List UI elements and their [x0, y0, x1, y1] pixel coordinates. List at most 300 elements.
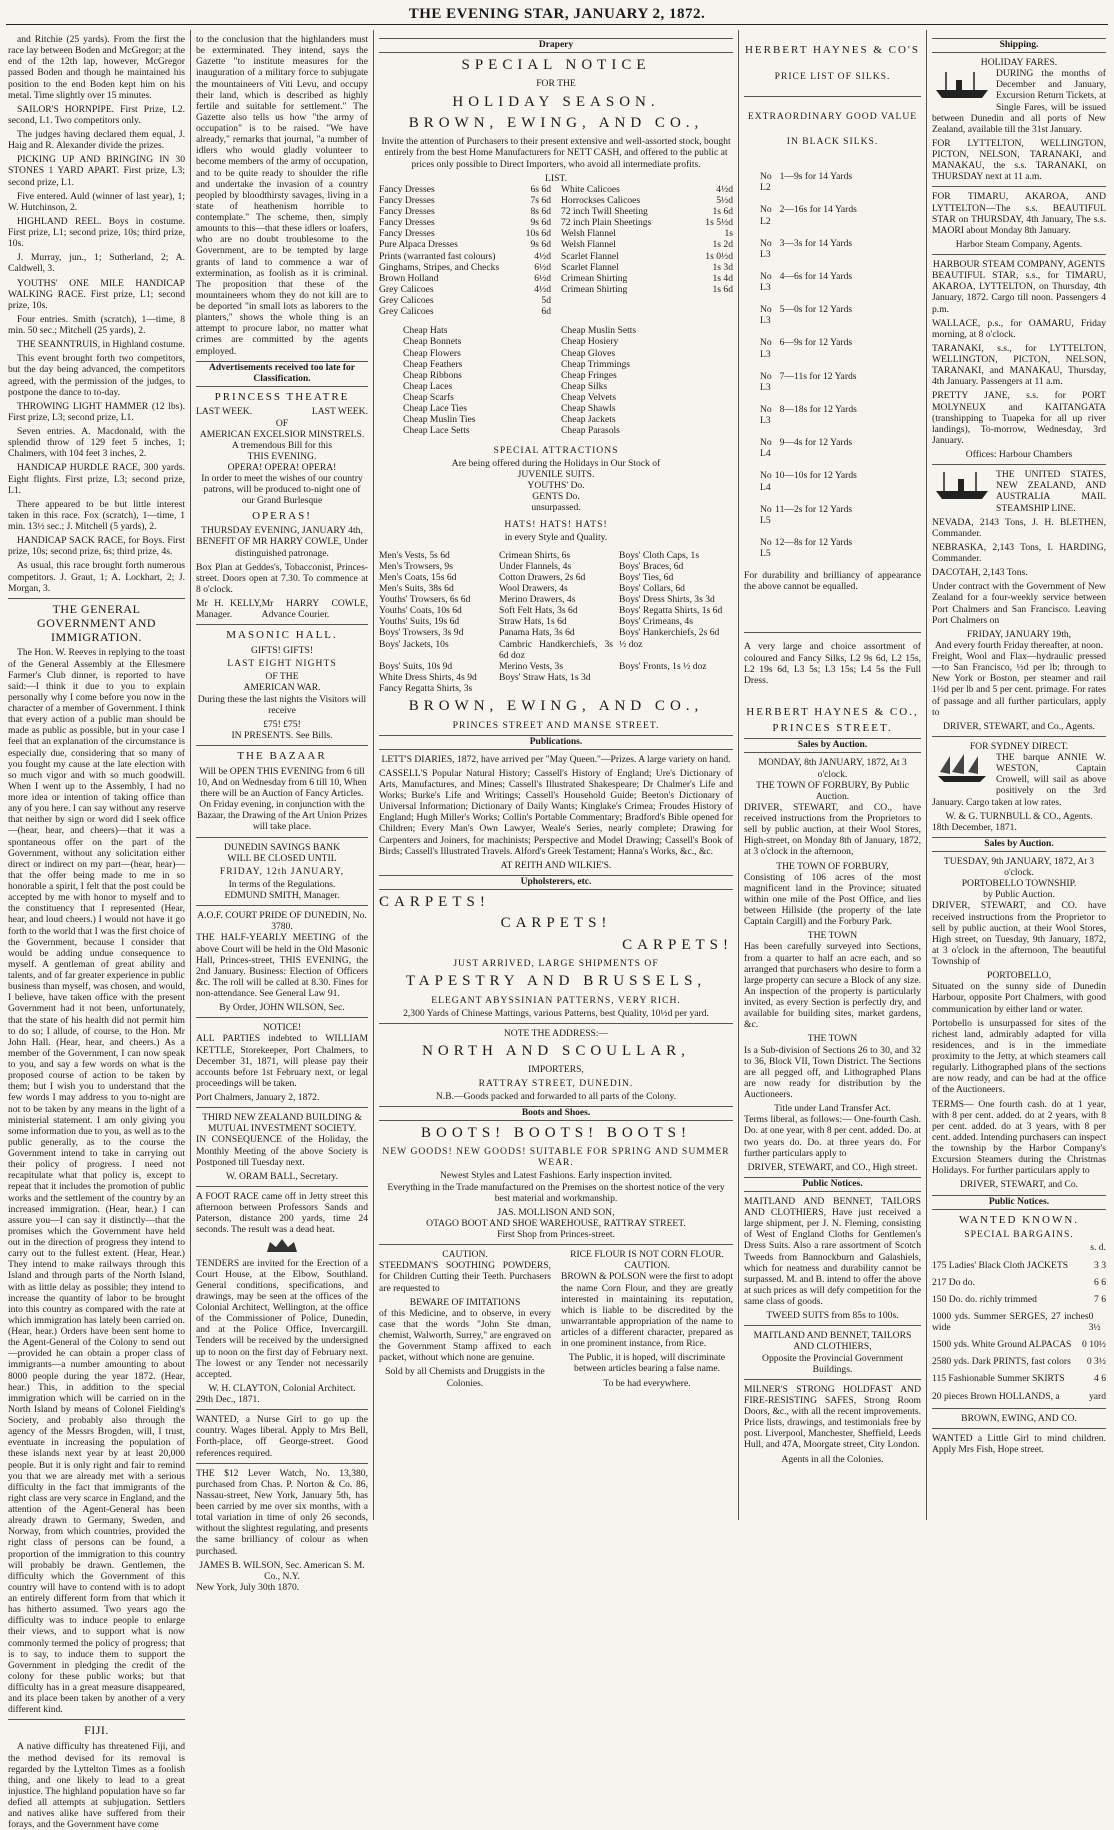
clothing-cell: Boys' Regatta Shirts, 1s 6d — [619, 605, 723, 617]
advert-text: WALLACE, p.s., for OAMARU, Friday morning, at 8 o'clock. — [932, 317, 1106, 340]
price-row — [561, 195, 733, 206]
clothing-cell: Boys' Suits, 10s 9d — [379, 660, 453, 672]
advert-text: IN BLACK SILKS. — [786, 136, 879, 147]
clothing-price-list — [379, 550, 733, 695]
advert-title: CARPETS! — [500, 915, 612, 932]
advert-text: W. H. CLAYTON, Colonial Architect. — [208, 1382, 356, 1394]
advert-text: Has been carefully surveyed into Sections, from a quarter to half an acre each, and so arranged that purchasers who desire to form a large property can secure a Block of any size. An inspection of the property is particularly invited, as every Section is perfectly dry, and available for building sites, market gardens, &c. — [744, 941, 921, 1031]
advert-text: DRIVER, STEWART, and Co. — [959, 1179, 1079, 1191]
bargain-row — [932, 1294, 1106, 1305]
advert-text: N.B.—Goods packed and forwarded to all parts of the Colony. — [435, 1090, 677, 1102]
price-list-heading: LIST. — [545, 172, 567, 184]
column-3 — [379, 34, 733, 1520]
item-price: 4½d — [534, 283, 551, 295]
section-header: Drapery — [379, 38, 733, 53]
price-row — [379, 284, 551, 295]
column-1 — [8, 34, 185, 1830]
advert-text: In terms of the Regulations. — [228, 878, 336, 890]
divider — [196, 1107, 368, 1108]
advert-text: JUST ARRIVED, LARGE SHIPMENTS OF — [453, 958, 659, 970]
bargain-row — [932, 1339, 1106, 1350]
clothing-cell — [619, 672, 733, 683]
item-name: Grey Calicoes — [379, 295, 434, 307]
item-name: Fancy Dresses — [379, 228, 435, 240]
divider — [196, 1409, 368, 1410]
list-item: Cheap Ribbons — [403, 369, 462, 381]
advert-text: PRINCES STREET AND MANSE STREET. — [452, 719, 660, 731]
list-item: Cheap Gloves — [561, 347, 616, 359]
silk-number: No 9—L4 — [760, 437, 794, 460]
list-item: Cheap Hats — [403, 325, 448, 337]
section-header: Upholsterers, etc. — [379, 875, 733, 890]
silk-price: 16s for 14 Yards — [794, 204, 857, 216]
advert-notice — [196, 1022, 368, 1103]
advert-text: THE HALF-YEARLY MEETING of the above Court will be held in the Old Masonic Hall, Princes-street, THIS EVENING, the 2nd January. Business: Election of Officers &c. The roll will be called at 8.30. Fines for non-attendance. See General Law 91. — [196, 932, 368, 1000]
advert-title: HERBERT HAYNES & CO'S — [744, 44, 921, 56]
clothing-cell: Boys' Ties, 6d — [619, 571, 674, 583]
clothing-cell: Men's Trowsers, 9s — [379, 560, 453, 572]
price-row — [561, 228, 733, 239]
divider — [744, 96, 921, 97]
advert-title: HATS! HATS! HATS! — [504, 519, 608, 531]
advert-title: THE TOWN OF FORBURY, By Public Auction. — [756, 779, 909, 802]
advert-text: DRIVER, STEWART, and CO., have received instructions from the Proprietors to sell by public auction, at their Wool Stores, High-street, on Monday 8th of January, 1872, at 3 o'clock in the afternoon, — [744, 801, 921, 858]
advert-text: In order to meet the wishes of our country patrons, will be produced to-night one of our Grand Burlesque — [201, 473, 363, 507]
silk-number: No 8—L3 — [760, 403, 794, 426]
advert-wanted-nurse: WANTED, a Nurse Girl to go up the country. Wages liberal. Apply to Mrs Bell, Forth-place, off George-street. Good references required. — [196, 1414, 368, 1459]
advert-text: Freight, Wool and Flax—hydraulic pressed—to San Francisco, ½d per lb; through to New York or Boston, per steamer and rail 1½d per lb and 5 per cent. primage. For rates of passage and all further particulars, apply to — [932, 651, 1106, 718]
item-price: 6d — [541, 306, 551, 318]
bargain-row — [932, 1391, 1106, 1402]
silk-price: 2s for 12 Yards — [794, 503, 853, 515]
clothing-cell: Merino Drawers, 4s — [499, 594, 576, 606]
silk-number: No 6—L3 — [760, 337, 794, 360]
advert-text: GENTS Do. — [532, 491, 580, 503]
section-header: Publications. — [379, 735, 733, 750]
bargain-row — [932, 1242, 1106, 1253]
silk-price: 0s for 12 Yards — [794, 304, 853, 316]
price-row — [379, 262, 551, 273]
list-item: Cheap Trimmings — [561, 358, 631, 370]
clothing-cell: Boys' Cloth Caps, 1s — [619, 549, 700, 561]
advert-text: 29th Dec., 1871. — [196, 1394, 260, 1406]
advert-building-society — [196, 1112, 368, 1182]
item-name: Scarlet Flannel — [561, 261, 619, 273]
divider — [379, 1023, 733, 1024]
advert-text: in every Style and Quality. — [504, 532, 608, 544]
list-item: Cheap Laces — [403, 380, 453, 392]
list-item: Cheap Lace Setts — [403, 425, 470, 437]
advert-text: FOR LYTTELTON, WELLINGTON, PICTON, NELSON, TARANAKI, and MANAKAU, the s.s. TARANAKI, on THURSDAY next at 11 a.m. — [932, 137, 1106, 183]
advert-text: TERMS— One fourth cash. do at 1 year, with 8 per cent. added. do at 2 years, with 8 per cent. added. do at 3 years, with 8 per cent. added. Intending purchasers can inspect the township by the Harbor Company's Excursion Steamers during the Christmas Holidays. For further particulars apply to — [932, 1098, 1106, 1177]
item-name: Fancy Dresses — [379, 217, 435, 229]
advert-brown-polson — [561, 1249, 733, 1389]
advert-text: OTAGO BOOT AND SHOE WAREHOUSE, RATTRAY STREET. — [426, 1217, 686, 1229]
silk-row — [760, 537, 921, 559]
silk-price: 8s for 12 Yards — [794, 536, 853, 548]
silk-price: 6s for 14 Yards — [794, 270, 853, 282]
advert-text: FRIDAY, JANUARY 19th, — [966, 628, 1072, 640]
silk-number: No 1—L2 — [760, 171, 794, 194]
silk-price-list — [744, 171, 921, 559]
item-price: 7s 6d — [530, 194, 551, 206]
clothing-cell: Men's Vests, 5s 6d — [379, 549, 450, 561]
divider — [932, 1408, 1106, 1409]
advert-title: FOR SYDNEY DIRECT. — [969, 740, 1069, 752]
advert-text: WANTED a Little Girl to mind children. Apply Mrs Fish, Hope street. — [932, 1432, 1106, 1455]
cheap-list-right — [561, 325, 709, 436]
advert-text: Under contract with the Government of New Zealand for a four-weekly service between Port Chalmers and San Francisco. Leaving Port Chalmers on — [932, 581, 1106, 626]
advert-text: Title under Land Transfer Act. — [774, 1103, 891, 1115]
advert-text: Terms liberal, as follows:— One-fourth Cash. Do. at one year, with 8 per cent. added. Do. at two years do. Do. at three years do. For further particulars apply to — [744, 1114, 921, 1159]
list-item: Cheap Silks — [561, 380, 608, 392]
item-name: Horrockses Calicoes — [561, 194, 641, 206]
advert-title: HERBERT HAYNES & CO., — [746, 705, 919, 718]
advert-text: Offices: Harbour Chambers — [965, 449, 1073, 461]
silk-number: No 10—L4 — [760, 470, 794, 493]
advert-text: Sold by all Chemists and Druggists in the Colonies. — [385, 1366, 545, 1389]
silk-number: No 2—L2 — [760, 204, 794, 227]
sports-paragraph: THE SEANNTRUIS, in Highland costume. — [17, 339, 185, 351]
silk-number: No 12—L5 — [760, 536, 794, 559]
silk-number: No 11—L5 — [760, 503, 794, 526]
silk-row — [760, 504, 921, 526]
price-list — [379, 184, 733, 318]
price-row — [379, 228, 551, 239]
section-header: Sales by Auction. — [932, 837, 1106, 852]
advert-text: TUESDAY, 9th JANUARY, 1872, At 3 o'clock. — [943, 855, 1095, 879]
advert-text: AMERICAN EXCELSIOR MINSTRELS. — [199, 428, 365, 440]
column-divider — [373, 30, 374, 1520]
advert-text: FOR TIMARU, AKAROA, AND LYTTELTON—The s.s. BEAUTIFUL STAR on THURSDAY, 4th January, The s.s. MAORI about Monday 8th January. — [932, 191, 1106, 236]
clothing-cell: Wool Drawers, 4s — [499, 582, 568, 594]
advert-text: THE barque ANNIE W. WESTON, Captain Crowell, will sail as above positively on the 3rd January. Cargo taken at low rates. — [932, 752, 1106, 808]
clothing-cell: Boys' Dress Shirts, 3s 3d — [619, 594, 715, 606]
advert-text: DACOTAH, 2,143 Tons. — [932, 567, 1028, 579]
advert-text: DURING the months of December and January, Excursion Return Tickets, at Single Fares, will be issued between Dunedin and all ports of New Zealand, available till the 31st January. — [932, 68, 1106, 135]
advert-text: IN CONSEQUENCE of the Holiday, the Monthly Meeting of the above Society is Postponed till Tuesday next. — [196, 1134, 368, 1168]
clothing-cell: Boys' Fronts, 1s ½ doz — [619, 660, 707, 672]
bargain-price: 0 3½ — [1088, 1310, 1101, 1334]
list-item: Cheap Fringes — [561, 369, 617, 381]
advert-text: £75! £75! — [263, 718, 301, 730]
clothing-cell: Cambric Handkerchiefs, 3s 6d doz — [499, 638, 613, 661]
bargain-item: 2580 yds. Dark PRINTS, fast colors — [932, 1356, 1071, 1368]
advert-text: LAST WEEK. — [311, 406, 368, 418]
advert-text: By Order, JOHN WILSON, Sec. — [219, 1002, 345, 1014]
clothing-cell: Boys' Collars, 6d — [619, 582, 685, 594]
advert-text: IMPORTERS, — [528, 1064, 584, 1076]
divider — [932, 254, 1106, 255]
item-name: Brown Holland — [379, 272, 439, 284]
advert-text: FOR THE — [536, 78, 576, 90]
advert-steedman — [379, 1249, 551, 1389]
divider — [932, 736, 1106, 737]
divider — [196, 1017, 368, 1018]
advert-text: DRIVER, STEWART, and Co., Agents. — [943, 720, 1095, 732]
advert-text: For durability and brilliancy of appearance the above cannot be equalled. — [744, 570, 921, 593]
clothing-cell: Boys' Trowsers, 3s 9d — [379, 627, 464, 639]
price-row — [379, 195, 551, 206]
column-divider — [926, 30, 927, 1520]
column-5 — [932, 34, 1106, 1520]
list-item: Cheap Scarfs — [403, 392, 454, 404]
advert-princess-theatre — [196, 391, 368, 621]
silk-number: No 3—L3 — [760, 237, 794, 260]
item-name: Crimean Shirting — [561, 283, 628, 295]
advert-text: STEEDMAN'S SOOTHING POWDERS, for Children Cutting their Teeth. Purchasers are requested to — [379, 1260, 551, 1294]
sports-paragraph: There appeared to be but little interest taken in this race. Fox (scratch), 1—time, 1 min. 13½ sec.; J. Mitchell (5 yards), 2. — [8, 498, 185, 532]
advert-title: TAPESTRY AND BRUSSELS, — [405, 973, 707, 990]
advert-title: HOLIDAY FARES. — [980, 57, 1058, 69]
list-item: Cheap Muslin Setts — [561, 325, 637, 337]
item-name: Fancy Dresses — [379, 183, 435, 195]
advert-text: PRICE LIST OF SILKS. — [774, 70, 891, 82]
price-row — [379, 295, 551, 306]
bargain-item: 1000 yds. Summer SERGES, 27 inches wide — [932, 1310, 1089, 1334]
silk-price: 11s for 12 Yards — [794, 370, 857, 382]
advert-title: PORTOBELLO TOWNSHIP. — [961, 878, 1077, 890]
divider — [196, 1186, 368, 1187]
section-header: Boots and Shoes. — [379, 1106, 733, 1121]
advert-text: NEVADA, 2143 Tons, J. H. BLETHEN, Commander. — [932, 516, 1106, 539]
advert-text: CAUTION. — [624, 1260, 670, 1272]
silk-number: No 5—L3 — [760, 304, 794, 327]
divider — [744, 1325, 921, 1326]
advert-title: DUNEDIN SAVINGS BANK — [223, 841, 341, 853]
item-name: Grey Calicoes — [379, 306, 434, 318]
advert-text: unsurpassed. — [531, 502, 581, 514]
advert-text: To be had everywhere. — [603, 1377, 691, 1389]
advert-title: BOOTS! BOOTS! BOOTS! — [420, 1124, 691, 1141]
divider — [196, 905, 368, 906]
item-name: Prints (warranted fast colours) — [379, 250, 496, 262]
advert-text: THE UNITED STATES, NEW ZEALAND, AND AUSTRALIA MAIL STEAMSHIP LINE. — [996, 469, 1106, 514]
advert-text: Port Chalmers, January 2, 1872. — [196, 1092, 320, 1104]
item-price: 1s 6d — [712, 283, 733, 295]
item-price: 9s 6d — [530, 217, 551, 229]
advert-text: YOUTHS' Do. — [527, 479, 585, 491]
bargain-item: 217 Do do. — [932, 1276, 975, 1288]
clothing-cell: Boys' Jackets, 10s — [379, 638, 449, 650]
item-name: Fancy Dresses — [379, 206, 435, 218]
advert-text: PRETTY JANE, s.s. for PORT MOLYNEUX and KAITANGATA (transhipping to Tuapeka for all up river landings), To-morrow, Wednesday, 3rd January. — [932, 390, 1106, 446]
silk-row — [760, 371, 921, 393]
item-price: 1s 4d — [712, 272, 733, 284]
divider — [196, 745, 368, 746]
bargain-item: 115 Fashionable Summer SKIRTS — [932, 1373, 1065, 1385]
divider — [744, 1379, 921, 1380]
silk-row — [760, 238, 921, 260]
column-4 — [744, 34, 921, 1520]
price-row — [379, 273, 551, 284]
advert-text: Mr HARRY COWLE, Advance Courier. — [261, 598, 368, 621]
advert-text: Situated on the sunny side of Dunedin Harbour, opposite Port Chalmers, with good communication by either land or water. — [932, 981, 1106, 1015]
article-heading: FIJI. — [84, 1723, 109, 1738]
advert-title: CAUTION. — [442, 1249, 488, 1261]
item-price: 6s 6d — [530, 183, 551, 195]
clothing-cell — [499, 683, 613, 694]
advert-text: BEWARE OF IMITATIONS — [409, 1296, 521, 1308]
bargain-price: 0 10½ — [1082, 1339, 1106, 1351]
list-item: Cheap Velvets — [561, 392, 616, 404]
advert-title: PRINCESS THEATRE — [214, 390, 350, 403]
bargain-price: s. d. — [1090, 1242, 1106, 1254]
silk-price: 18s for 12 Yards — [794, 403, 857, 415]
advert-title: BROWN, EWING, AND CO., — [408, 698, 704, 715]
bargain-price: 4 6 — [1094, 1373, 1106, 1385]
cheap-list-left — [403, 325, 551, 436]
bargain-list — [932, 1242, 1106, 1401]
divider — [932, 464, 1106, 465]
advert-title: PRINCES STREET. — [772, 721, 893, 734]
advert-text: Portobello is unsurpassed for sites of the richest land, admirably adapted for villa residences, and is in the immediate proximity to the Jetty, at which steamers call regularly. Lithographed plans of the sections are now ready, and can be had at the office of the Auctioneers. — [932, 1017, 1106, 1096]
column-divider — [738, 30, 739, 1520]
advert-text: MAITLAND AND BENNET, TAILORS AND CLOTHIERS, Have just received a large shipment, per J. N. Fleming, consisting of West of England Cloths for Gentlemen's Dress Suits. Also a rare assortment of Scotch Tweeds from Bannockburn and Galashiels, which for neatness and durability cannot be surpassed. M. and B. intend to offer the above at such prices as will defy competition for the same class of goods. — [744, 1195, 922, 1308]
advert-text: THE TOWN — [807, 930, 858, 942]
clothing-cell: Panama Hats, 3s 6d — [499, 627, 575, 639]
advert-text: Are being offered during the Holidays in Our Stock of — [451, 457, 661, 469]
item-name: Scarlet Flannel — [561, 250, 619, 262]
advert-text: RATTRAY STREET, DUNEDIN. — [478, 1077, 634, 1089]
silk-row — [760, 404, 921, 426]
silk-row — [760, 271, 921, 293]
section-header: Sales by Auction. — [744, 738, 921, 753]
item-price: 5½d — [716, 194, 733, 206]
advert-text: PORTOBELLO, — [986, 970, 1051, 982]
list-item: Cheap Lace Ties — [403, 403, 467, 415]
clothing-cell: Crimean Shirts, 6s — [499, 549, 571, 561]
advert-text: Mr H. KELLY, Manager. — [196, 598, 262, 621]
item-price: 4½d — [716, 183, 733, 195]
advert-text: TENDERS are invited for the Erection of a Court House, at the Elbow, Southland. General conditions, specifications, and drawings, may be seen at the offices of the Colonial Architect, Wellington, at the office of the Commissioner of Police, Dunedin, and at the Police Office, Invercargill. Tenders will be received by the undersigned up to noon on the first day of February next. The lowest or any Tender not necessarily accepted. — [196, 1257, 368, 1380]
section-header: Shipping. — [932, 38, 1106, 53]
advert-text: The Public, it is hoped, will discriminate between articles bearing a false name. — [568, 1352, 726, 1375]
item-name: 72 inch Plain Sheetings — [561, 217, 652, 229]
price-list-right — [561, 184, 733, 318]
advert-text: Harbor Steam Company, Agents. — [955, 238, 1083, 250]
silk-price: 3s for 14 Yards — [794, 237, 853, 249]
list-item: Cheap Flowers — [403, 347, 461, 359]
advert-text: ALL PARTIES indebted to WILLIAM KETTLE, Storekeeper, Port Chalmers, to December 31, 1871, will please pay their accounts before 1st February next, or legal proceedings will be taken. — [196, 1033, 368, 1089]
advert-title: HOLIDAY SEASON. — [452, 93, 660, 110]
price-row — [379, 306, 551, 317]
list-item: Cheap Feathers — [403, 358, 463, 370]
advert-text: GIFTS! GIFTS! — [250, 645, 314, 657]
advert-text: Invite the attention of Purchasers to their present extensive and well-assorted stock, bought entirely from the best Home Manufacturers for NETT CASH, and offered to the public at prices only possible to Direct Importers, who avoid all intermediate profits. — [381, 136, 731, 170]
advert-text: SPECIAL BARGAINS. — [964, 1229, 1074, 1241]
silk-price: 10s for 12 Yards — [794, 470, 857, 482]
item-name: Crimean Shirting — [561, 272, 628, 284]
divider — [8, 598, 185, 599]
sports-paragraph: THROWING LIGHT HAMMER (12 lbs). First prize, L3; second prize, L1. — [8, 400, 185, 423]
silk-number: No 4—L3 — [760, 270, 794, 293]
crown-crest-icon — [196, 1238, 368, 1257]
clothing-cell: Youths' Trowsers, 6s 6d — [379, 594, 471, 606]
clothing-cell: Boys' Crimeans, 4s — [619, 616, 693, 628]
clothing-cell: Merino Vests, 3s — [499, 660, 564, 672]
advert-text: Is a Sub-division of Sections 26 to 30, and 32 to 36, Block VII, Town District. The Sections are all pegged off, and Lithographed Plans are now ready for distribution by the Auctioneers. — [744, 1044, 921, 1101]
advert-text: Everything in the Trade manufactured on the Premises on the shortest notice of the very best material and workmanship. — [387, 1181, 725, 1204]
divider — [932, 1428, 1106, 1429]
advert-text: NEBRASKA, 2,143 Tons, I. HARDING, Commander. — [932, 541, 1106, 565]
silk-row — [760, 304, 921, 326]
article-body: The Hon. W. Reeves in replying to the toast of the General Assembly at the Ellesmere Farmer's Club dinner, is reported to have said:—I think it due to you to explain personally why I come before you now in the character of a member of Government. I think that every action of a public man should be made as public as possible, but in your case I feel that an explanation of the circumstance is especially due, considering that so many of you fought my cause at the late election with so much vigor and with so much goodwill. When I went up to the Assembly, I had no more idea or intention of taking office than any of you here. I can say without any reserve that neither by sign or word did I seek office—(hear, hear, and cheers)—that it was a spontaneous offer on the part of the Government, without any solicitation either direct or indirect on my part—(hear, hear)—that the offer being made to me in so honorable a spirit, I felt that the post could be accepted by me with honor to myself and to the constituency that I represented (Hear, hear, and loud cheers.) I would not have it go forth to the world that I was the first choice of the Government, because I consider that would be adding undue consequence to myself. A gentleman of great ability and talents, and of far greater experience in public business than myself, was chosen, and would, I believe, have taken office with the present Government had it not been, unfortunately, that the state of his health did not permit him to do so; I allude, of course, to the Hon. Mr John Hall. (Hear, hear, and cheers.) As a member of the Government, I can now speak to you, and say a few words on what is the proposed course of action to be taken by them; but I wish you to understand that the few words I may address to you to-night are not to be taken by any means in the light of a ministerial statement. I am only giving you some information due to you, as well as to the public generally, as to the course the Government intend to take in carrying out their policy of progress. I need not recapitulate what that policy is, except to repeat that it includes the promotion of public works and the settlement of the country by an increased immigration. (Hear, hear.) I can assure you—I can say it distinctly—that the promises which the Government have held out in the direction of progress they intend to carry out to the fullest extent. (Hear, Hear.) They intend to make railways through this Island and through parts of the North Island, with as little delay as possible; they intend to increase the quantity of labor to be brought into this country as compared with the rate at which immigration has lately been carried on. (Hear, hear.) Orders have been sent home to the Agent-General of the Colony to send out—provided he can obtain a proper class of immigrants—a number amounting to about 8000 people during the year 1872. (Hear, hear.) This, in addition to the special immigration which will be carried on in the North Island by means of Colonel Fielding's Society, and probably also through the agency of the Messrs Brogden, will, I trust, eventuate in increasing the population of these islands next year by at least 20,000 people. But it is only right and fair to remind you that we are already met with a serious difficulty in the fact that immigrants of the right class are very scarce in England, and the attention of the Agent-General has been already drawn to Germany, Sweden, and Norway, from which countries, provided the right class of persons can be found, a proportion of the immigration to this country will probably be drawn. Gentlemen, the difficulty which the Government of this country will have to contend with is to adopt an entirely different form from that which it has hitherto assumed. Two years ago the difficulty was to induce people to enlarge their views, and to support what is now commonly termed the policy of progress; that is to say, to induce them to support the Government in pledging the credit of the colony for these public works; but that difficulty has in a great measure disappeared, and its place been taken by another of a very different kind. — [8, 647, 185, 1716]
bargain-row — [932, 1356, 1106, 1367]
item-name: Pure Alpaca Dresses — [379, 239, 458, 251]
advert-text: FRIDAY, 12th JANUARY, — [219, 865, 345, 877]
advert-title: CARPETS! — [379, 893, 490, 910]
advert-title: RICE FLOUR IS NOT CORN FLOUR. — [570, 1249, 724, 1261]
article-body: to the conclusion that the highlanders must be exterminated. They intend, says the Gazette "to institute measures for the inauguration of a military force to subjugate the mountaineers of Viti Levu, and occupy their land, which is described as highly fertile and suitable for settlement." The Gazette also tells us how "the army of occupation" is to be raised. "We have already," remarks that journal, "a number of idlers who would gladly volunteer to become members of the army of occupation, and to be quite ready to shoulder the rifle and undertake the invasion of a country peopled by bloodthirsty savages, living in a state of heathenism horrible to contemplate." The scheme, then, simply amounts to this—that these idlers or loafers, who are no doubt troublesome to the Government, are to be tempted by large grants of land to commence a war of extermination, as foolish as it is criminal. The proposition that these of the mountaineers whom they do not kill are to be deported "in small lots as laborers to the planters," shows the whole thing is an attempt to procure labor, no matter what crimes are committed by the agents employed. — [196, 34, 368, 357]
advert-text: LAST EIGHT NIGHTS — [227, 658, 337, 670]
sports-paragraph: This event brought forth two competitors, but the day being advanced, the competitors agreed, with the permission of the judges, to postpone the dance to to-day. — [8, 353, 185, 398]
price-row — [379, 217, 551, 228]
article-heading: THE GENERAL GOVERNMENT AND IMMIGRATION. — [36, 601, 157, 644]
silk-price: 9s for 12 Yards — [794, 337, 853, 349]
clothing-cell — [619, 683, 733, 694]
advert-text: TARANAKI, s.s., for LYTTELTON, WELLINGTON, PICTON, NELSON, TARANAKI, and MANAKAU, Thursday, 4th January. Passengers at 11 a.m. — [932, 342, 1106, 388]
advert-text: LAST WEEK. — [196, 406, 253, 418]
advert-masonic-hall — [196, 629, 368, 741]
bargain-price: 3 3 — [1094, 1259, 1106, 1271]
advert-text: 2,300 Yards of Chinese Mattings, various Patterns, best Quality, 10½d per yard. — [403, 1007, 709, 1019]
advert-text: Agents in all the Colonies. — [781, 1453, 884, 1465]
masthead-rule — [6, 24, 1108, 25]
advert-savings-bank — [196, 842, 368, 902]
advert-foot-race: A FOOT RACE came off in Jetty street this afternoon between Professors Sands and Paterson, distance 200 yards, time 24 seconds. The result was a dead heat. — [196, 1190, 368, 1236]
item-name: Welsh Flannel — [561, 239, 616, 251]
advert-text: NEW GOODS! NEW GOODS! SUITABLE FOR SPRING AND SUMMER WEAR. — [382, 1146, 730, 1169]
advert-text: DRIVER, STEWART, and CO., High street. — [747, 1161, 918, 1173]
cheap-goods-list — [403, 325, 709, 436]
advert-text: AMERICAN WAR. — [243, 682, 321, 694]
divider — [196, 1463, 368, 1464]
sports-paragraph: Seven entries. A. Macdonald, with the splendid throw of 129 feet 5 inches, 1; Chalmers, with 104 feet 3 inches, 2. — [8, 426, 185, 460]
advert-text: THE TOWN OF FORBURY, — [776, 860, 889, 872]
silk-price: 9s for 14 Yards — [794, 171, 853, 183]
clothing-cell: Boys' Hankerchiefs, 2s 6d — [619, 627, 720, 639]
advert-title: WANTED KNOWN. — [958, 1213, 1080, 1226]
advert-text: BROWN, EWING, AND CO. — [961, 1412, 1077, 1424]
advert-text: W. & G. TURNBULL & CO., Agents. — [945, 810, 1093, 822]
bargain-item: 20 pieces Brown HOLLANDS, a — [932, 1390, 1060, 1402]
item-price: 5d — [541, 295, 551, 307]
section-header: Advertisements received too late for Classification. — [196, 361, 368, 387]
sports-paragraph: and Ritchie (25 yards). From the first the race lay between Boden and McGregor; at the end of the 12th lap, however, McGregor passed Boden and though he maintained his position to the end Boden kept him on his metal. Time slightly over 15 minutes. — [8, 34, 185, 101]
advert-text: JAS. MOLLISON AND SON, — [497, 1206, 615, 1218]
advert-text: of this Medicine, and to observe, in every case that the words "John Ste dman, chemist, Walworth, Surrey," are engraved on the Government Stamp affixed to each packet, without which none are genuine. — [379, 1307, 551, 1364]
bargain-item: 150 Do. do. richly trimmed — [932, 1293, 1037, 1305]
sports-results — [8, 34, 185, 594]
silk-row — [760, 204, 921, 226]
clothing-cell: Youths' Suits, 19s 6d — [379, 616, 460, 628]
advert-text: THURSDAY EVENING, JANUARY 4th, BENEFIT OF MR HARRY COWLE, Under distinguished patronage. — [196, 525, 368, 559]
divider — [196, 624, 368, 625]
advert-text: JUVENILE SUITS. — [517, 468, 595, 480]
advert-title: BROWN, EWING, AND CO., — [408, 114, 704, 131]
item-price: 6½d — [534, 272, 551, 284]
sports-paragraph: J. Murray, jun., 1; Sutherland, 2; A. Caldwell, 3. — [8, 252, 185, 275]
advert-title: THIRD NEW ZEALAND BUILDING & MUTUAL INVESTMENT SOCIETY. — [202, 1112, 362, 1135]
price-row — [561, 284, 733, 295]
advert-text: And every fourth Friday thereafter, at noon. — [935, 639, 1103, 651]
divider — [932, 186, 1106, 187]
advert-tenders — [196, 1258, 368, 1406]
advert-title: CARPETS! — [622, 936, 733, 953]
advert-title: THE BAZAAR — [237, 750, 327, 763]
advert-title: A.O.F. COURT PRIDE OF DUNEDIN, No. 3780. — [197, 910, 367, 933]
